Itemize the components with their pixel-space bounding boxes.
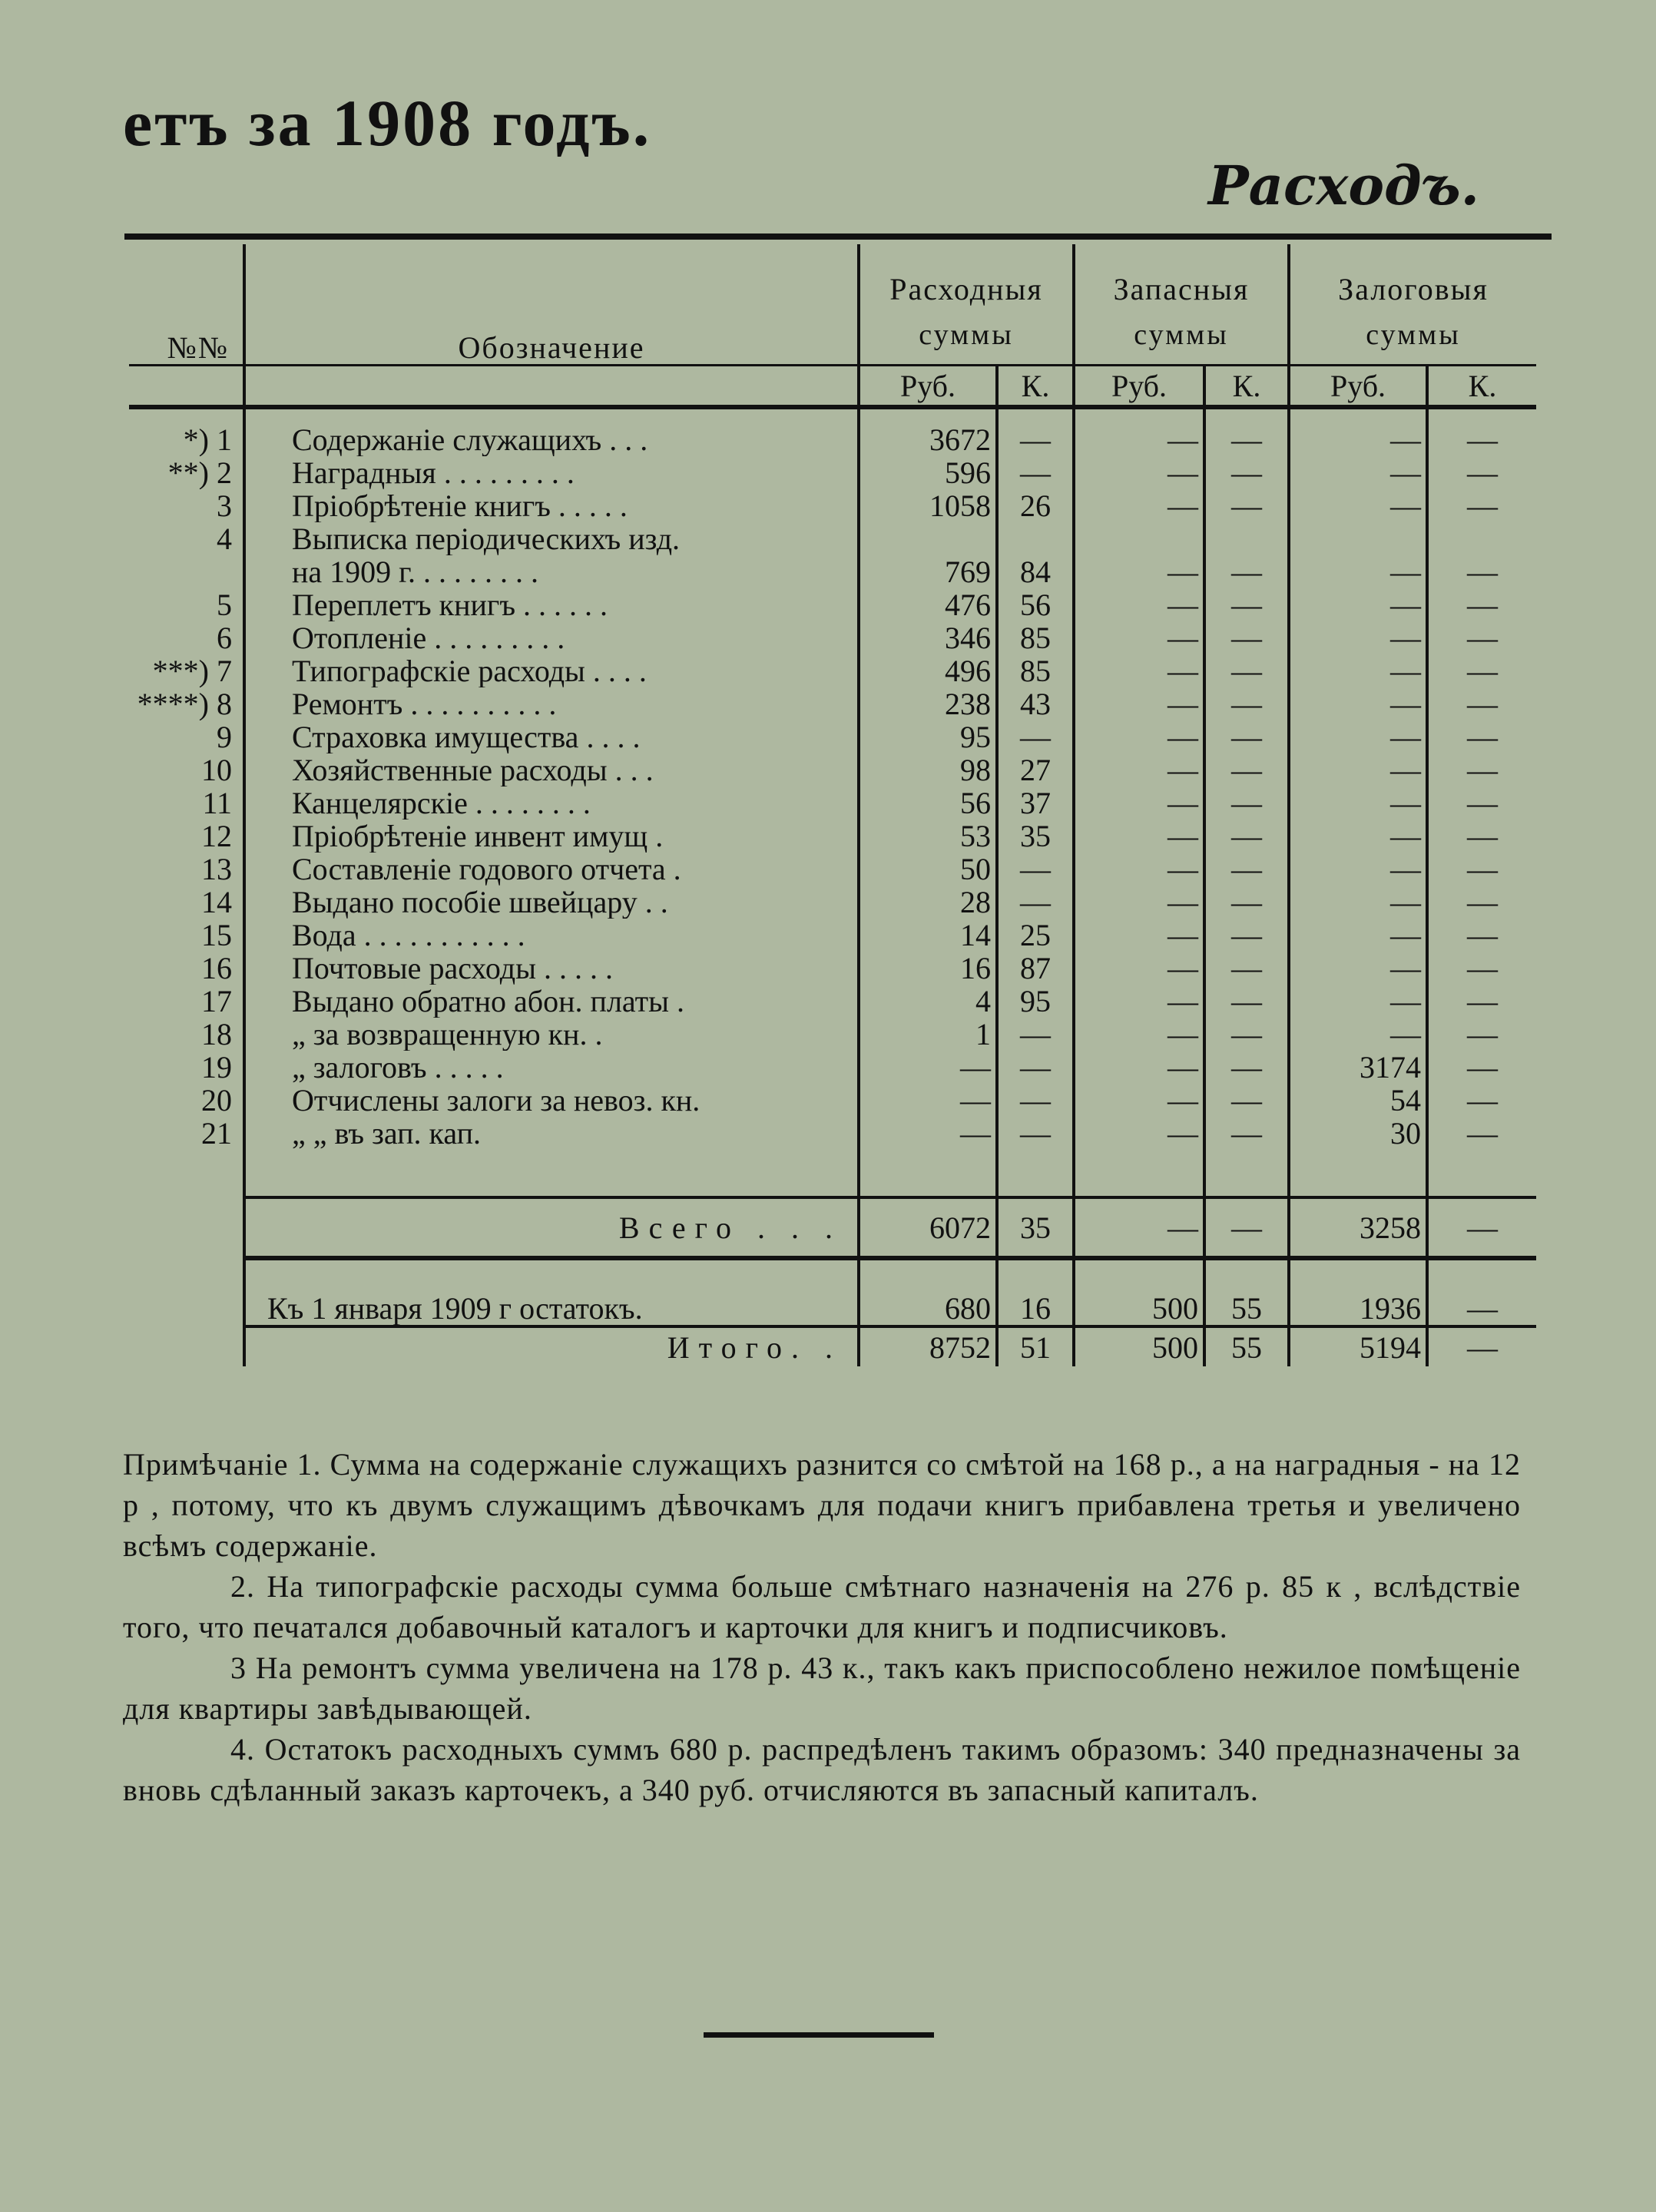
cell-r2: — bbox=[1074, 555, 1204, 588]
cell-k3: — bbox=[1427, 1197, 1536, 1258]
row-description: Отчислены залоги за невоз. кн. bbox=[244, 1084, 859, 1117]
table-header bbox=[129, 244, 1536, 407]
row-number: 3 bbox=[217, 489, 232, 522]
cell-r2: — bbox=[1074, 1018, 1204, 1051]
cell-k1: 84 bbox=[997, 555, 1074, 588]
cell-r3 bbox=[1289, 522, 1427, 555]
cell-r1: 1 bbox=[859, 1018, 997, 1051]
row-number: 12 bbox=[201, 820, 232, 853]
cell-r1: 6072 bbox=[859, 1197, 997, 1258]
cell-k2: — bbox=[1204, 1018, 1289, 1051]
cell-r2: — bbox=[1074, 985, 1204, 1018]
row-description: Составленіе годового отчета . bbox=[244, 853, 859, 886]
cell-k1: — bbox=[997, 456, 1074, 489]
header-kop: К. bbox=[1204, 366, 1289, 408]
cell-k3: — bbox=[1427, 720, 1536, 753]
footnote-1: Примѣчаніе 1. Сумма на содержаніе служащихъ разнится со смѣтой на 168 р., а на наградныя - на 12 р , потому, что къ двумъ служащимъ дѣвочкамъ для подачи книгъ прибавлена третья и увеличено всѣмъ содержаніе. bbox=[123, 1447, 1521, 1563]
cell-k3: — bbox=[1427, 1051, 1536, 1084]
cell-r1: 95 bbox=[859, 720, 997, 753]
table-row bbox=[129, 687, 1536, 720]
cell-r3: — bbox=[1289, 588, 1427, 621]
row-description: на 1909 г. . . . . . . . . bbox=[244, 555, 859, 588]
cell-k3: — bbox=[1427, 985, 1536, 1018]
row-number: 6 bbox=[217, 621, 232, 654]
cell-r3: — bbox=[1289, 952, 1427, 985]
cell-k3: — bbox=[1427, 555, 1536, 588]
header-kop: К. bbox=[1427, 366, 1536, 408]
cell-r3: — bbox=[1289, 985, 1427, 1018]
cell-k1: — bbox=[997, 1084, 1074, 1117]
cell-k2: — bbox=[1204, 555, 1289, 588]
cell-r1: 680 bbox=[859, 1258, 997, 1326]
table-row bbox=[129, 1018, 1536, 1051]
cell-r2: — bbox=[1074, 886, 1204, 919]
cell-r1: 3672 bbox=[859, 407, 997, 456]
cell-r2: 500 bbox=[1074, 1258, 1204, 1326]
cell-r1: — bbox=[859, 1051, 997, 1084]
row-description: Выписка періодическихъ изд. bbox=[244, 522, 859, 555]
cell-r2: — bbox=[1074, 456, 1204, 489]
cell-k1 bbox=[997, 522, 1074, 555]
cell-r1: 1058 bbox=[859, 489, 997, 522]
table-row bbox=[129, 820, 1536, 853]
cell-r1: 596 bbox=[859, 456, 997, 489]
header-group-expense-sub: суммы bbox=[859, 306, 1074, 366]
cell-k1: 85 bbox=[997, 621, 1074, 654]
row-number: 13 bbox=[201, 853, 232, 886]
footnotes bbox=[123, 1444, 1521, 1810]
row-number: 17 bbox=[201, 985, 232, 1018]
cell-k3: — bbox=[1427, 886, 1536, 919]
table-row bbox=[129, 555, 1536, 588]
cell-r3: 30 bbox=[1289, 1117, 1427, 1150]
cell-k3: — bbox=[1427, 1326, 1536, 1366]
cell-k1: 43 bbox=[997, 687, 1074, 720]
header-rub: Руб. bbox=[1289, 366, 1427, 408]
header-kop: К. bbox=[997, 366, 1074, 408]
row-description: Ремонтъ . . . . . . . . . . bbox=[244, 687, 859, 720]
cell-r2: — bbox=[1074, 753, 1204, 786]
footnote-3: 3 На ремонтъ сумма увеличена на 178 р. 43 к., такъ какъ приспособлено нежилое помѣщеніе для квартиры завѣдывающей. bbox=[123, 1651, 1521, 1726]
table-row bbox=[129, 1117, 1536, 1150]
cell-k3: — bbox=[1427, 1258, 1536, 1326]
cell-r1: 238 bbox=[859, 687, 997, 720]
row-description: Выдано обратно абон. платы . bbox=[244, 985, 859, 1018]
cell-r3: — bbox=[1289, 853, 1427, 886]
table-row bbox=[129, 720, 1536, 753]
cell-k1: 35 bbox=[997, 820, 1074, 853]
header-rub: Руб. bbox=[859, 366, 997, 408]
row-description: „ залоговъ . . . . . bbox=[244, 1051, 859, 1084]
row-number: 15 bbox=[201, 919, 232, 952]
cell-r2: — bbox=[1074, 621, 1204, 654]
cell-k3: — bbox=[1427, 1084, 1536, 1117]
row-description: Наградныя . . . . . . . . . bbox=[244, 456, 859, 489]
cell-k2: — bbox=[1204, 456, 1289, 489]
cell-k2: — bbox=[1204, 952, 1289, 985]
cell-k2: — bbox=[1204, 886, 1289, 919]
cell-r1: 14 bbox=[859, 919, 997, 952]
cell-r3: — bbox=[1289, 621, 1427, 654]
row-description: Пріобрѣтеніе инвент имущ . bbox=[244, 820, 859, 853]
cell-r3: 54 bbox=[1289, 1084, 1427, 1117]
footnote-2: 2. На типографскіе расходы сумма больше смѣтнаго назначенія на 276 р. 85 к , вслѣдствіе того, что печатался добавочный каталогъ и карточки для книгъ и подписчиковъ. bbox=[123, 1569, 1521, 1644]
row-number: 9 bbox=[217, 720, 232, 753]
cell-r2: — bbox=[1074, 1051, 1204, 1084]
cell-k1: — bbox=[997, 886, 1074, 919]
row-description: Почтовые расходы . . . . . bbox=[244, 952, 859, 985]
cell-k3: — bbox=[1427, 456, 1536, 489]
cell-k1: — bbox=[997, 1117, 1074, 1150]
header-group-expense: Расходныя bbox=[859, 244, 1074, 306]
cell-k1: 85 bbox=[997, 654, 1074, 687]
cell-k2: — bbox=[1204, 687, 1289, 720]
cell-r3: — bbox=[1289, 1018, 1427, 1051]
top-rule bbox=[124, 233, 1552, 240]
cell-k3: — bbox=[1427, 1117, 1536, 1150]
cell-r1: 8752 bbox=[859, 1326, 997, 1366]
cell-k3: — bbox=[1427, 407, 1536, 456]
row-number: **) 2 bbox=[167, 456, 232, 489]
cell-k2: — bbox=[1204, 654, 1289, 687]
row-description: Итого. . bbox=[244, 1326, 859, 1366]
section-heading: Расходъ. bbox=[1208, 154, 1479, 217]
table-row bbox=[129, 621, 1536, 654]
header-group-deposit: Залоговыя bbox=[1289, 244, 1536, 306]
row-number bbox=[129, 555, 244, 588]
table-row bbox=[129, 522, 1536, 555]
row-number: ****) 8 bbox=[137, 687, 232, 720]
row-description: Хозяйственные расходы . . . bbox=[244, 753, 859, 786]
cell-r2: — bbox=[1074, 687, 1204, 720]
cell-k3: — bbox=[1427, 820, 1536, 853]
row-description: Переплетъ книгъ . . . . . . bbox=[244, 588, 859, 621]
cell-r3: — bbox=[1289, 919, 1427, 952]
cell-r1: 50 bbox=[859, 853, 997, 886]
table-row bbox=[129, 853, 1536, 886]
header-description: Обозначение bbox=[244, 244, 859, 366]
cell-k1: 25 bbox=[997, 919, 1074, 952]
table-row bbox=[129, 952, 1536, 985]
cell-r2: — bbox=[1074, 952, 1204, 985]
row-number: ***) 7 bbox=[152, 654, 232, 687]
row-number bbox=[129, 1197, 244, 1258]
table-row bbox=[129, 456, 1536, 489]
cell-k2: — bbox=[1204, 820, 1289, 853]
cell-k1: 51 bbox=[997, 1326, 1074, 1366]
row-number: 4 bbox=[217, 522, 232, 555]
cell-r3: — bbox=[1289, 720, 1427, 753]
cell-r2 bbox=[1074, 522, 1204, 555]
cell-k3 bbox=[1427, 522, 1536, 555]
cell-r2: — bbox=[1074, 786, 1204, 820]
cell-k2: 55 bbox=[1204, 1326, 1289, 1366]
table-row bbox=[129, 886, 1536, 919]
cell-r3: — bbox=[1289, 654, 1427, 687]
cell-r2: — bbox=[1074, 489, 1204, 522]
row-description: Типографскіе расходы . . . . bbox=[244, 654, 859, 687]
table-row bbox=[129, 489, 1536, 522]
cell-r3: — bbox=[1289, 687, 1427, 720]
cell-r3: — bbox=[1289, 753, 1427, 786]
cell-k1: — bbox=[997, 720, 1074, 753]
cell-r2: — bbox=[1074, 1084, 1204, 1117]
cell-k3: — bbox=[1427, 654, 1536, 687]
cell-r2: 500 bbox=[1074, 1326, 1204, 1366]
row-description: Къ 1 января 1909 г остатокъ. bbox=[244, 1258, 859, 1326]
cell-k3: — bbox=[1427, 489, 1536, 522]
bal-row bbox=[129, 1258, 1536, 1326]
row-number: 19 bbox=[201, 1051, 232, 1084]
row-number: 11 bbox=[202, 786, 232, 820]
row-description: Содержаніе служащихъ . . . bbox=[244, 407, 859, 456]
cell-k1: — bbox=[997, 853, 1074, 886]
cell-r3: — bbox=[1289, 456, 1427, 489]
cell-r3: 3174 bbox=[1289, 1051, 1427, 1084]
cell-k2: — bbox=[1204, 853, 1289, 886]
cell-r1: 28 bbox=[859, 886, 997, 919]
cell-k3: — bbox=[1427, 786, 1536, 820]
row-number bbox=[129, 1326, 244, 1366]
cell-k1: 37 bbox=[997, 786, 1074, 820]
row-description: „ за возвращенную кн. . bbox=[244, 1018, 859, 1051]
table-row bbox=[129, 786, 1536, 820]
cell-k2: — bbox=[1204, 489, 1289, 522]
cell-k2: — bbox=[1204, 1197, 1289, 1258]
cell-k1: — bbox=[997, 1051, 1074, 1084]
cell-r1: 16 bbox=[859, 952, 997, 985]
cell-r1: 4 bbox=[859, 985, 997, 1018]
cell-k2: — bbox=[1204, 720, 1289, 753]
cell-r3: 3258 bbox=[1289, 1197, 1427, 1258]
footnote-4: 4. Остатокъ расходныхъ суммъ 680 р. распредѣленъ такимъ образомъ: 340 предназначены за вновь сдѣланный заказъ карточекъ, а 340 руб. отчисляются въ запасный капиталъ. bbox=[123, 1732, 1521, 1807]
cell-r3: 5194 bbox=[1289, 1326, 1427, 1366]
table-body bbox=[129, 407, 1536, 1366]
table-row bbox=[129, 919, 1536, 952]
row-description: Выдано пособіе швейцару . . bbox=[244, 886, 859, 919]
cell-k1: 35 bbox=[997, 1197, 1074, 1258]
cell-k1: 95 bbox=[997, 985, 1074, 1018]
cell-k1: — bbox=[997, 407, 1074, 456]
cell-r3: — bbox=[1289, 407, 1427, 456]
row-description: Отопленіе . . . . . . . . . bbox=[244, 621, 859, 654]
row-description: „ „ въ зап. кап. bbox=[244, 1117, 859, 1150]
expense-table bbox=[129, 244, 1536, 1366]
cell-k1: — bbox=[997, 1018, 1074, 1051]
cell-k2: — bbox=[1204, 1051, 1289, 1084]
cell-r3: — bbox=[1289, 489, 1427, 522]
row-description: Всего . . . bbox=[244, 1197, 859, 1258]
cell-k3: — bbox=[1427, 1018, 1536, 1051]
cell-k2: — bbox=[1204, 786, 1289, 820]
cell-k1: 16 bbox=[997, 1258, 1074, 1326]
cell-r2: — bbox=[1074, 654, 1204, 687]
header-group-reserve: Запасныя bbox=[1074, 244, 1289, 306]
cell-r1: 476 bbox=[859, 588, 997, 621]
tot-row bbox=[129, 1326, 1536, 1366]
row-number: 20 bbox=[201, 1084, 232, 1117]
table-row bbox=[129, 407, 1536, 456]
cell-k3: — bbox=[1427, 687, 1536, 720]
cell-r3: — bbox=[1289, 786, 1427, 820]
cell-k2: — bbox=[1204, 1117, 1289, 1150]
row-description: Вода . . . . . . . . . . . bbox=[244, 919, 859, 952]
cell-k3: — bbox=[1427, 919, 1536, 952]
cell-r1: — bbox=[859, 1084, 997, 1117]
cell-k2: — bbox=[1204, 588, 1289, 621]
cell-r2: — bbox=[1074, 1197, 1204, 1258]
row-number bbox=[129, 1258, 244, 1326]
row-description: Страховка имущества . . . . bbox=[244, 720, 859, 753]
table-row bbox=[129, 654, 1536, 687]
cell-k2: — bbox=[1204, 919, 1289, 952]
cell-k2: 55 bbox=[1204, 1258, 1289, 1326]
cell-k2: — bbox=[1204, 985, 1289, 1018]
end-rule bbox=[704, 2032, 934, 2038]
cell-k1: 27 bbox=[997, 753, 1074, 786]
cell-r2: — bbox=[1074, 919, 1204, 952]
cell-r2: — bbox=[1074, 720, 1204, 753]
header-group-deposit-sub: суммы bbox=[1289, 306, 1536, 366]
row-description: Канцелярскіе . . . . . . . . bbox=[244, 786, 859, 820]
cell-k3: — bbox=[1427, 588, 1536, 621]
cell-r1: 346 bbox=[859, 621, 997, 654]
spacer-row bbox=[129, 1150, 1536, 1197]
header-group-reserve-sub: суммы bbox=[1074, 306, 1289, 366]
cell-r1 bbox=[859, 522, 997, 555]
row-number: 5 bbox=[217, 588, 232, 621]
cell-k1: 26 bbox=[997, 489, 1074, 522]
cell-k2: — bbox=[1204, 753, 1289, 786]
cell-k1: 56 bbox=[997, 588, 1074, 621]
table-row bbox=[129, 1084, 1536, 1117]
cell-k2: — bbox=[1204, 621, 1289, 654]
page-title: етъ за 1908 годъ. bbox=[123, 86, 652, 160]
cell-r3: — bbox=[1289, 820, 1427, 853]
header-rub: Руб. bbox=[1074, 366, 1204, 408]
cell-k1: 87 bbox=[997, 952, 1074, 985]
row-number: 18 bbox=[201, 1018, 232, 1051]
cell-k2: — bbox=[1204, 1084, 1289, 1117]
row-number: 14 bbox=[201, 886, 232, 919]
cell-k3: — bbox=[1427, 853, 1536, 886]
row-number: 21 bbox=[201, 1117, 232, 1150]
cell-k3: — bbox=[1427, 952, 1536, 985]
cell-r1: 56 bbox=[859, 786, 997, 820]
table-row bbox=[129, 985, 1536, 1018]
cell-r3: — bbox=[1289, 886, 1427, 919]
cell-r2: — bbox=[1074, 588, 1204, 621]
row-number: 10 bbox=[201, 753, 232, 786]
cell-k3: — bbox=[1427, 753, 1536, 786]
row-number: 16 bbox=[201, 952, 232, 985]
cell-r2: — bbox=[1074, 820, 1204, 853]
cell-r2: — bbox=[1074, 1117, 1204, 1150]
table-row bbox=[129, 588, 1536, 621]
cell-k3: — bbox=[1427, 621, 1536, 654]
cell-r3: 1936 bbox=[1289, 1258, 1427, 1326]
cell-r1: 496 bbox=[859, 654, 997, 687]
table-row bbox=[129, 1051, 1536, 1084]
cell-k2: — bbox=[1204, 407, 1289, 456]
cell-k2 bbox=[1204, 522, 1289, 555]
sum-row bbox=[129, 1197, 1536, 1258]
header-num: №№ bbox=[167, 330, 229, 365]
row-description: Пріобрѣтеніе книгъ . . . . . bbox=[244, 489, 859, 522]
row-number: *) 1 bbox=[183, 422, 232, 456]
table-row bbox=[129, 753, 1536, 786]
cell-r1: 53 bbox=[859, 820, 997, 853]
cell-r2: — bbox=[1074, 853, 1204, 886]
cell-r1: — bbox=[859, 1117, 997, 1150]
cell-r1: 769 bbox=[859, 555, 997, 588]
cell-r2: — bbox=[1074, 407, 1204, 456]
cell-r3: — bbox=[1289, 555, 1427, 588]
cell-r1: 98 bbox=[859, 753, 997, 786]
